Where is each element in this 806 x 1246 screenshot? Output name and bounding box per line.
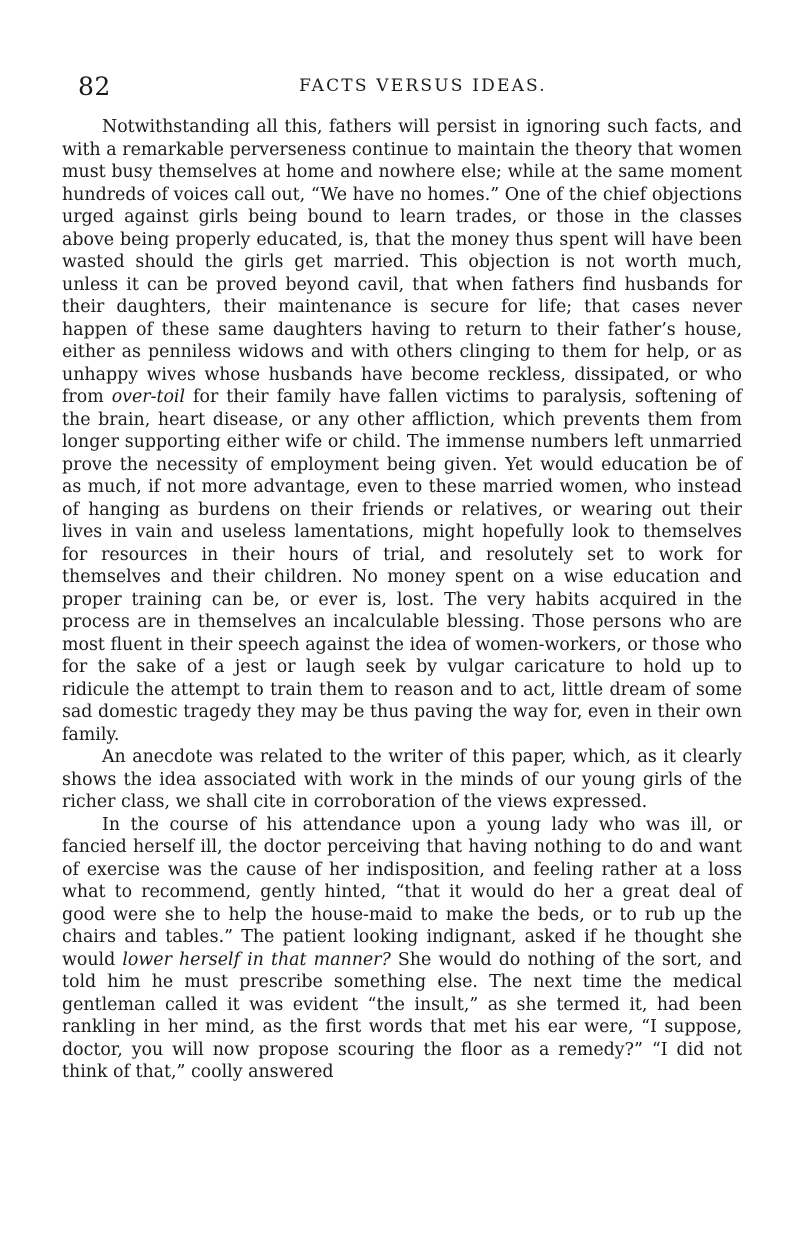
- page-number: 82: [78, 72, 111, 101]
- body-text: [62, 116, 742, 1084]
- paragraph-doctor: In the course of his attendance upon a young lady who was ill, or fancied herself ill, the doctor perceiving that having nothing to do and want of exercise was the cause of her indisposition, and feeling rather at a loss what to recommend, gently hinted, “that it would do her a great deal of good were she to help the house-maid to make the beds, or to rub up the chairs and tables.” The patient looking indignant, asked if he thought she would lower herself in that manner? She would do nothing of the sort, and told him he must prescribe something else. The next time the medical gentleman called it was evident “the insult,” as she termed it, had been rankling in her mind, as the first words that met his ear were, “I suppose, doctor, you will now propose scouring the floor as a remedy?” “I did not think of that,” coolly answered: [62, 814, 742, 1082]
- page-header: [78, 72, 768, 102]
- italic-lower-herself: lower herself in that manner?: [122, 949, 391, 970]
- running-title: FACTS VERSUS IDEAS.: [299, 76, 547, 96]
- paragraph-anecdote: An anecdote was related to the writer of this paper, which, as it clearly shows the idea associated with work in the minds of our young girls of the richer class, we shall cite in corroboration of the views expressed.: [62, 747, 742, 812]
- paragraph-fathers-persist: Notwithstanding all this, fathers will persist in ignoring such facts, and with a remarkable perverseness continue to maintain the theory that women must busy themselves at home and nowhere else; while at the same moment hundreds of voices call out, “We have no homes.” One of the chief objections urged against girls being bound to learn trades, or those in the classes above being properly educated, is, that the money thus spent will have been wasted should the girls get married. This objection is not worth much, unless it can be proved beyond cavil, that when fathers find husbands for their daughters, their maintenance is secure for life; that cases never happen of these same daughters having to return to their father’s house, either as penniless widows and with others clinging to them for help, or as unhappy wives whose husbands have become reckless, dissipated, or who from over-toil for their family have fallen victims to paralysis, softening of the brain, heart disease, or any other affliction, which prevents them from longer supporting either wife or child. The immense numbers left unmarried prove the necessity of employment being given. Yet would education be of as much, if not more advantage, even to these married women, who instead of hanging as burdens on their friends or relatives, or wearing out their lives in vain and useless lamentations, might hopefully look to themselves for resources in their hours of trial, and resolutely set to work for themselves and their children. No money spent on a wise education and proper training can be, or ever is, lost. The very habits acquired in the process are in themselves an incalculable blessing. Those persons who are most fluent in their speech against the idea of women-workers, or those who for the sake of a jest or laugh seek by vulgar caricature to hold up to ridicule the attempt to train them to reason and to act, little dream of some sad domestic tragedy they may be thus paving the way for, even in their own family.: [62, 117, 742, 745]
- italic-over-toil: over-toil: [111, 387, 186, 407]
